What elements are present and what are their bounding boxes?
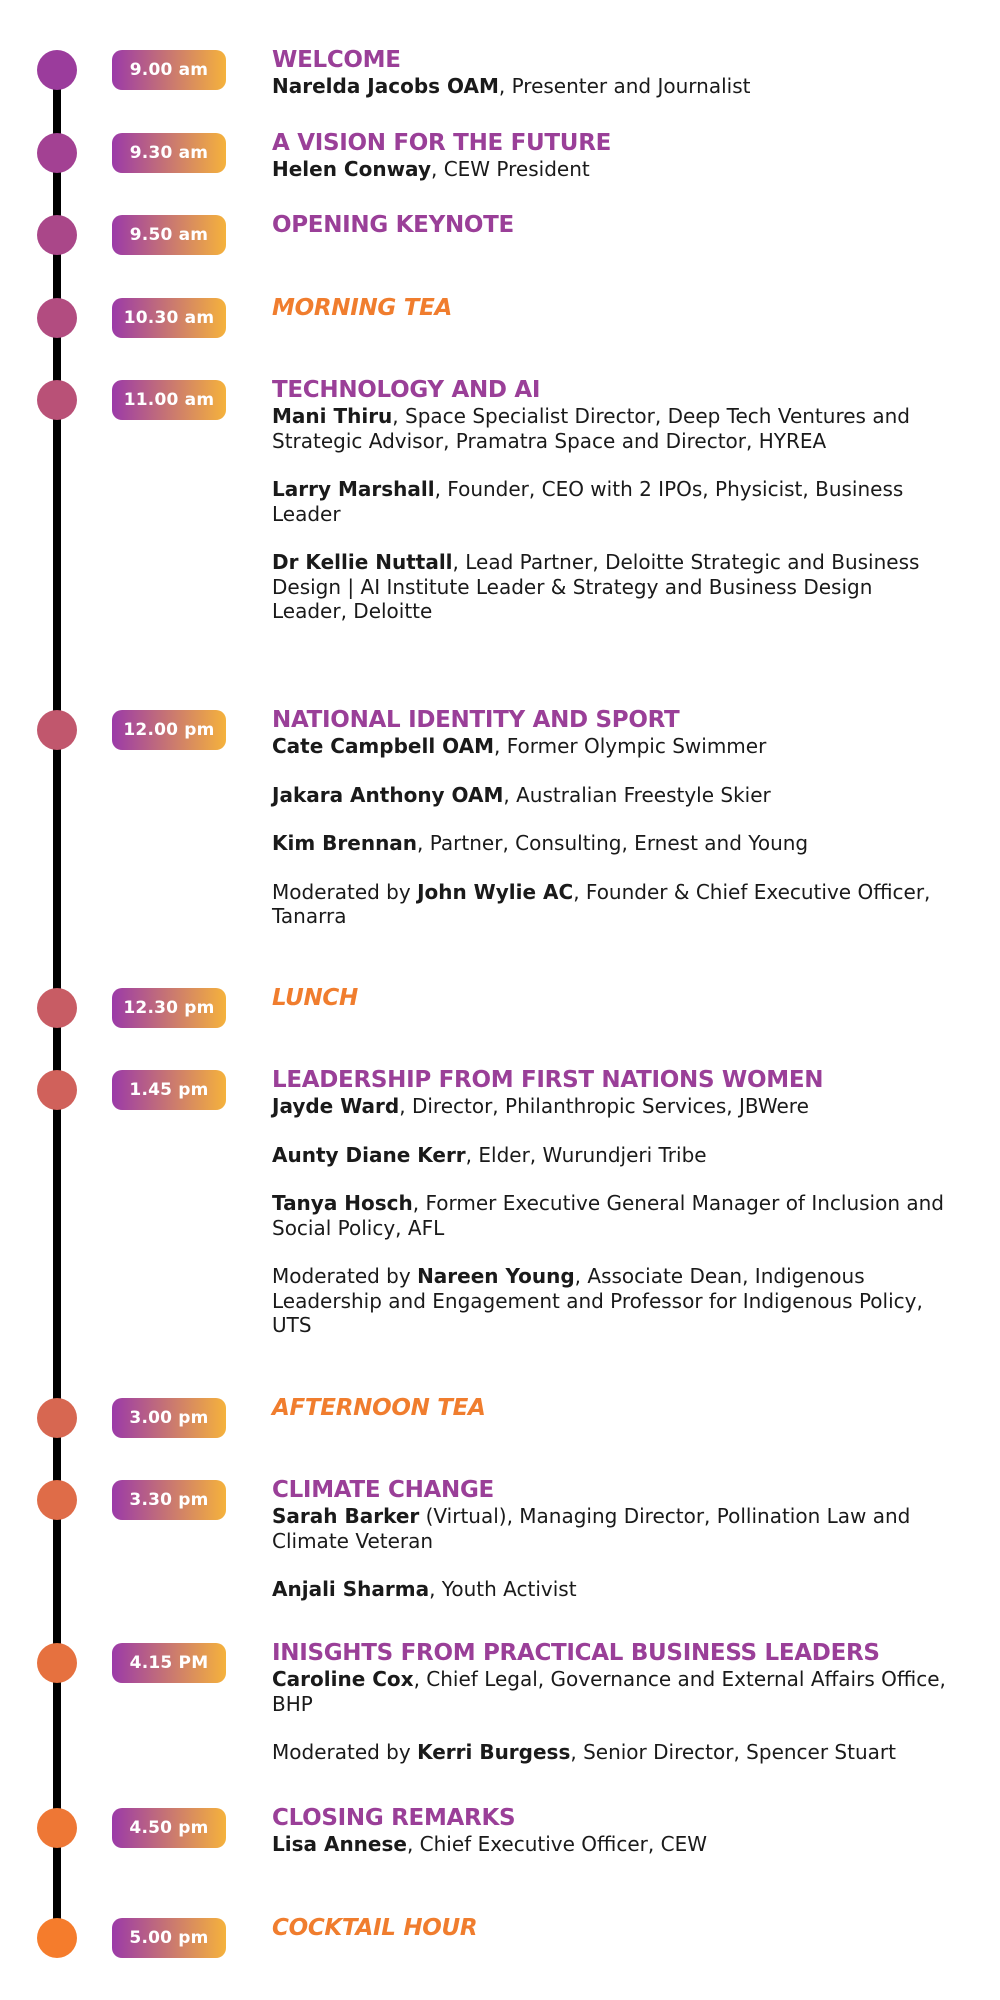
event-title: CLOSING REMARKS: [272, 1805, 516, 1831]
speaker-role: , Former Executive General Manager of Inclusion and Social Policy, AFL: [272, 1191, 945, 1240]
speaker-name: Helen Conway: [272, 157, 431, 181]
speaker-role: , Former Olympic Swimmer: [494, 734, 767, 758]
speaker-entry: [272, 734, 952, 759]
event-title: INISGHTS FROM PRACTICAL BUSINESS LEADERS: [272, 1640, 880, 1666]
speaker-entry: [272, 477, 952, 526]
speaker-entry: [272, 74, 952, 99]
speaker-role: (Virtual), Managing Director, Pollination Law and Climate Veteran: [272, 1504, 911, 1553]
event-title: NATIONAL IDENTITY AND SPORT: [272, 707, 680, 733]
timeline-dot: [37, 1480, 77, 1520]
speaker-name: Lisa Annese: [272, 1832, 407, 1856]
speaker-prefix: Moderated by: [272, 1740, 418, 1764]
speaker-entry: [272, 1191, 952, 1240]
time-badge: 9.30 am: [112, 133, 226, 173]
event-details: [272, 1914, 952, 1942]
speaker-entry: [272, 1832, 952, 1857]
timeline-dot: [37, 215, 77, 255]
timeline-dot: [37, 710, 77, 750]
speaker-role: , Australian Freestyle Skier: [503, 782, 771, 807]
speaker-name: Mani Thiru: [272, 404, 393, 428]
time-badge: 12.00 pm: [112, 710, 226, 750]
speaker-name: Jayde Ward: [272, 1094, 400, 1118]
time-badge: 5.00 pm: [112, 1918, 226, 1958]
speaker-name: Dr Kellie Nuttall: [272, 550, 453, 574]
speaker-name: Larry Marshall: [272, 477, 435, 501]
time-badge: 3.30 pm: [112, 1480, 226, 1520]
event-details: [272, 294, 952, 322]
time-badge: 4.15 PM: [112, 1643, 226, 1683]
speaker-name: Kerri Burgess: [417, 1740, 571, 1764]
timeline-dot: [37, 1643, 77, 1683]
time-badge: 4.50 pm: [112, 1808, 226, 1848]
event-title: MORNING TEA: [272, 295, 452, 321]
timeline-dot: [37, 1398, 77, 1438]
event-details: [272, 1804, 952, 1857]
speaker-role: , Founder & Chief Executive Officer, Tanarra: [272, 879, 931, 928]
event-title: A VISION FOR THE FUTURE: [272, 130, 612, 156]
speaker-name: Kim Brennan: [272, 831, 418, 855]
speaker-role: , Senior Director, Spencer Stuart: [570, 1740, 896, 1764]
speaker-entry: [272, 404, 952, 453]
event-details: [272, 1476, 952, 1602]
timeline-dot: [37, 1808, 77, 1848]
event-details: [272, 984, 952, 1012]
event-details: [272, 1639, 952, 1765]
time-badge: 9.50 am: [112, 215, 226, 255]
timeline-dot: [37, 380, 77, 420]
timeline-dot: [37, 1918, 77, 1958]
timeline-dot: [37, 50, 77, 90]
speaker-entry: [272, 1740, 952, 1765]
speaker-role: , Partner, Consulting, Ernest and Young: [417, 831, 809, 855]
time-badge: 11.00 am: [112, 380, 226, 420]
timeline-dot: [37, 988, 77, 1028]
speaker-role: , Elder, Wurundjeri Tribe: [465, 1142, 707, 1167]
speaker-name: Tanya Hosch: [272, 1191, 413, 1215]
event-title: TECHNOLOGY AND AI: [272, 377, 541, 403]
speaker-name: Anjali Sharma: [272, 1577, 430, 1601]
speaker-entry: [272, 157, 952, 182]
speaker-entry: [272, 1577, 952, 1602]
speaker-entry: [272, 783, 952, 808]
speaker-entry: [272, 1094, 952, 1119]
speaker-entry: [272, 550, 952, 624]
time-badge: 1.45 pm: [112, 1070, 226, 1110]
event-title: CLIMATE CHANGE: [272, 1477, 494, 1503]
speaker-name: Aunty Diane Kerr: [272, 1142, 466, 1167]
timeline-dot: [37, 133, 77, 173]
speaker-name: Narelda Jacobs OAM: [272, 74, 499, 98]
event-details: [272, 46, 952, 99]
speaker-role: , Presenter and Journalist: [498, 74, 751, 98]
event-title: LUNCH: [272, 985, 358, 1011]
speaker-entry: [272, 831, 952, 856]
speaker-role: , Chief Executive Officer, CEW: [406, 1832, 707, 1856]
speaker-name: Caroline Cox: [272, 1667, 414, 1691]
event-title: COCKTAIL HOUR: [272, 1915, 478, 1941]
speaker-prefix: Moderated by: [272, 879, 418, 904]
speaker-entry: [272, 1264, 952, 1338]
speaker-role: , Founder, CEO with 2 IPOs, Physicist, Business Leader: [272, 477, 904, 526]
event-details: [272, 211, 952, 239]
speaker-role: , Space Specialist Director, Deep Tech Ventures and Strategic Advisor, Pramatra Space and Director, HYREA: [272, 404, 910, 453]
time-badge: 10.30 am: [112, 298, 226, 338]
time-badge: 9.00 am: [112, 50, 226, 90]
speaker-name: Jakara Anthony OAM: [272, 782, 504, 807]
speaker-role: , Chief Legal, Governance and External Affairs Office, BHP: [272, 1667, 946, 1716]
speaker-role: , Associate Dean, Indigenous Leadership and Engagement and Professor for Indigenous Policy, UTS: [272, 1264, 923, 1337]
event-details: [272, 129, 952, 182]
event-details: [272, 1066, 952, 1338]
time-badge: 3.00 pm: [112, 1398, 226, 1438]
speaker-role: , Lead Partner, Deloitte Strategic and Business Design | AI Institute Leader & Strategy and Business Design Leader, Deloitte: [272, 550, 920, 623]
speaker-role: , Youth Activist: [429, 1577, 577, 1601]
speaker-name: John Wylie AC: [417, 879, 574, 904]
event-title: OPENING KEYNOTE: [272, 212, 514, 238]
timeline-dot: [37, 1070, 77, 1110]
speaker-entry: [272, 1504, 952, 1553]
event-details: [272, 706, 952, 929]
speaker-name: Nareen Young: [417, 1264, 575, 1288]
speaker-role: , Director, Philanthropic Services, JBWere: [399, 1094, 809, 1118]
event-details: [272, 1394, 952, 1422]
timeline-dot: [37, 298, 77, 338]
speaker-name: Sarah Barker: [272, 1504, 420, 1528]
speaker-entry: [272, 1143, 952, 1168]
event-title: WELCOME: [272, 47, 401, 73]
speaker-entry: [272, 880, 952, 929]
event-details: [272, 376, 952, 624]
speaker-prefix: Moderated by: [272, 1264, 418, 1288]
time-badge: 12.30 pm: [112, 988, 226, 1028]
event-title: LEADERSHIP FROM FIRST NATIONS WOMEN: [272, 1067, 824, 1093]
speaker-entry: [272, 1667, 952, 1716]
event-title: AFTERNOON TEA: [272, 1395, 486, 1421]
speaker-role: , CEW President: [430, 157, 590, 181]
speaker-name: Cate Campbell OAM: [272, 734, 494, 758]
